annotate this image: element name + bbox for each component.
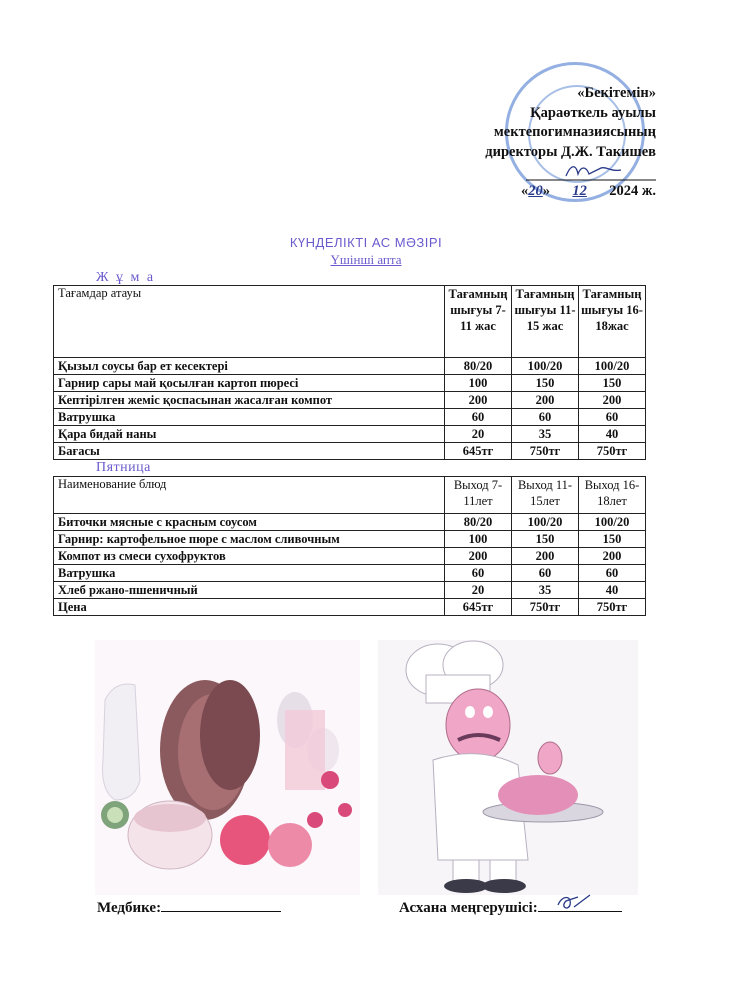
price-cell: 750тг <box>579 599 646 616</box>
portion-cell: 200 <box>579 548 646 565</box>
menu-table-kz <box>53 285 646 460</box>
portion-cell: 40 <box>579 582 646 599</box>
menu-table-ru <box>53 476 646 616</box>
price-cell: 750тг <box>512 443 579 460</box>
price-cell: 750тг <box>512 599 579 616</box>
menu-title: КҮНДЕЛІКТІ АС МӘЗІРІ <box>289 235 443 250</box>
price-cell: 645тг <box>445 599 512 616</box>
date-day: 20 <box>528 183 543 199</box>
portion-cell: 80/20 <box>445 358 512 375</box>
header-cell: Выход 7-11лет <box>445 477 512 514</box>
portion-cell: 100/20 <box>579 358 646 375</box>
director-signature <box>526 162 656 182</box>
dish-name: Гарнир: картофельное пюре с маслом сливочным <box>54 531 445 548</box>
dish-name: Хлеб ржано-пшеничный <box>54 582 445 599</box>
nurse-signature-line <box>161 897 281 912</box>
portion-cell: 200 <box>512 392 579 409</box>
price-row <box>54 599 646 616</box>
header-cell: Тағамның шығуы 11-15 жас <box>512 286 579 358</box>
portion-cell: 100 <box>445 375 512 392</box>
portion-cell: 100/20 <box>512 358 579 375</box>
portion-cell: 150 <box>512 531 579 548</box>
portion-cell: 200 <box>445 392 512 409</box>
portion-cell: 100/20 <box>512 514 579 531</box>
portion-cell: 200 <box>512 548 579 565</box>
day-heading-ru: Пятница <box>96 460 151 475</box>
table-row <box>54 531 646 548</box>
nurse-label: Медбике: <box>97 900 162 916</box>
header-cell: Выход 11-15лет <box>512 477 579 514</box>
header-cell: Тағамдар атауы <box>54 286 445 358</box>
portion-cell: 40 <box>579 426 646 443</box>
approval-line-4: директоры Д.Ж. Такишев <box>485 143 656 160</box>
portion-cell: 200 <box>445 548 512 565</box>
dish-name: Гарнир сары май қосылған картоп пюресі <box>54 375 445 392</box>
approval-line-1: «Бекітемін» <box>577 85 656 101</box>
header-cell: Тағамның шығуы 7-11 жас <box>445 286 512 358</box>
header-cell: Выход 16-18лет <box>579 477 646 514</box>
table-row <box>54 548 646 565</box>
portion-cell: 35 <box>512 582 579 599</box>
portion-cell: 100/20 <box>579 514 646 531</box>
portion-cell: 150 <box>579 531 646 548</box>
portion-cell: 60 <box>579 409 646 426</box>
portion-cell: 60 <box>512 565 579 582</box>
dish-name: Ватрушка <box>54 409 445 426</box>
date-close-quote: » <box>542 183 550 199</box>
approval-line-3: мектепогимназиясының <box>493 124 656 140</box>
table-row <box>54 514 646 531</box>
portion-cell: 60 <box>512 409 579 426</box>
cook-label: Асхана меңгерушісі: <box>399 900 538 916</box>
date-open-quote: « <box>520 183 529 199</box>
cook-signature <box>538 893 622 911</box>
portion-cell: 80/20 <box>445 514 512 531</box>
price-cell: 645тг <box>445 443 512 460</box>
chef-illustration <box>378 640 638 895</box>
table-header-row <box>54 286 646 358</box>
portion-cell: 150 <box>579 375 646 392</box>
table-row <box>54 409 646 426</box>
food-illustration <box>95 640 360 895</box>
dish-name: Кептірілген жеміс қоспасынан жасалған компот <box>54 392 445 409</box>
table-row <box>54 375 646 392</box>
portion-cell: 35 <box>512 426 579 443</box>
portion-cell: 60 <box>445 565 512 582</box>
table-row <box>54 392 646 409</box>
table-row <box>54 426 646 443</box>
portion-cell: 20 <box>445 426 512 443</box>
approval-block <box>485 84 656 202</box>
table-row <box>54 358 646 375</box>
portion-cell: 200 <box>579 392 646 409</box>
dish-name: Қызыл соусы бар ет кесектері <box>54 358 445 375</box>
dish-name: Қара бидай наны <box>54 426 445 443</box>
header-cell: Наименование блюд <box>54 477 445 514</box>
cook-signature-line <box>538 897 622 912</box>
approval-line-2: Қараөткель ауылы <box>530 104 656 121</box>
cook-signature-field <box>399 897 622 917</box>
menu-subtitle: Үшінші апта <box>330 252 402 267</box>
price-label: Бағасы <box>54 443 445 460</box>
date-year: 2024 ж. <box>609 183 656 199</box>
price-label: Цена <box>54 599 445 616</box>
table-row <box>54 582 646 599</box>
portion-cell: 60 <box>579 565 646 582</box>
price-row <box>54 443 646 460</box>
dish-name: Биточки мясные с красным соусом <box>54 514 445 531</box>
price-cell: 750тг <box>579 443 646 460</box>
header-cell: Тағамның шығуы 16-18жас <box>579 286 646 358</box>
approval-date <box>485 182 656 202</box>
date-month: 12 <box>572 183 587 199</box>
day-heading-kz: Ж ұ м а <box>96 270 156 285</box>
table-header-row <box>54 477 646 514</box>
table-row <box>54 565 646 582</box>
nurse-signature-field <box>97 897 281 917</box>
portion-cell: 150 <box>512 375 579 392</box>
portion-cell: 60 <box>445 409 512 426</box>
portion-cell: 20 <box>445 582 512 599</box>
signature-line <box>485 162 656 182</box>
dish-name: Ватрушка <box>54 565 445 582</box>
portion-cell: 100 <box>445 531 512 548</box>
dish-name: Компот из смеси сухофруктов <box>54 548 445 565</box>
